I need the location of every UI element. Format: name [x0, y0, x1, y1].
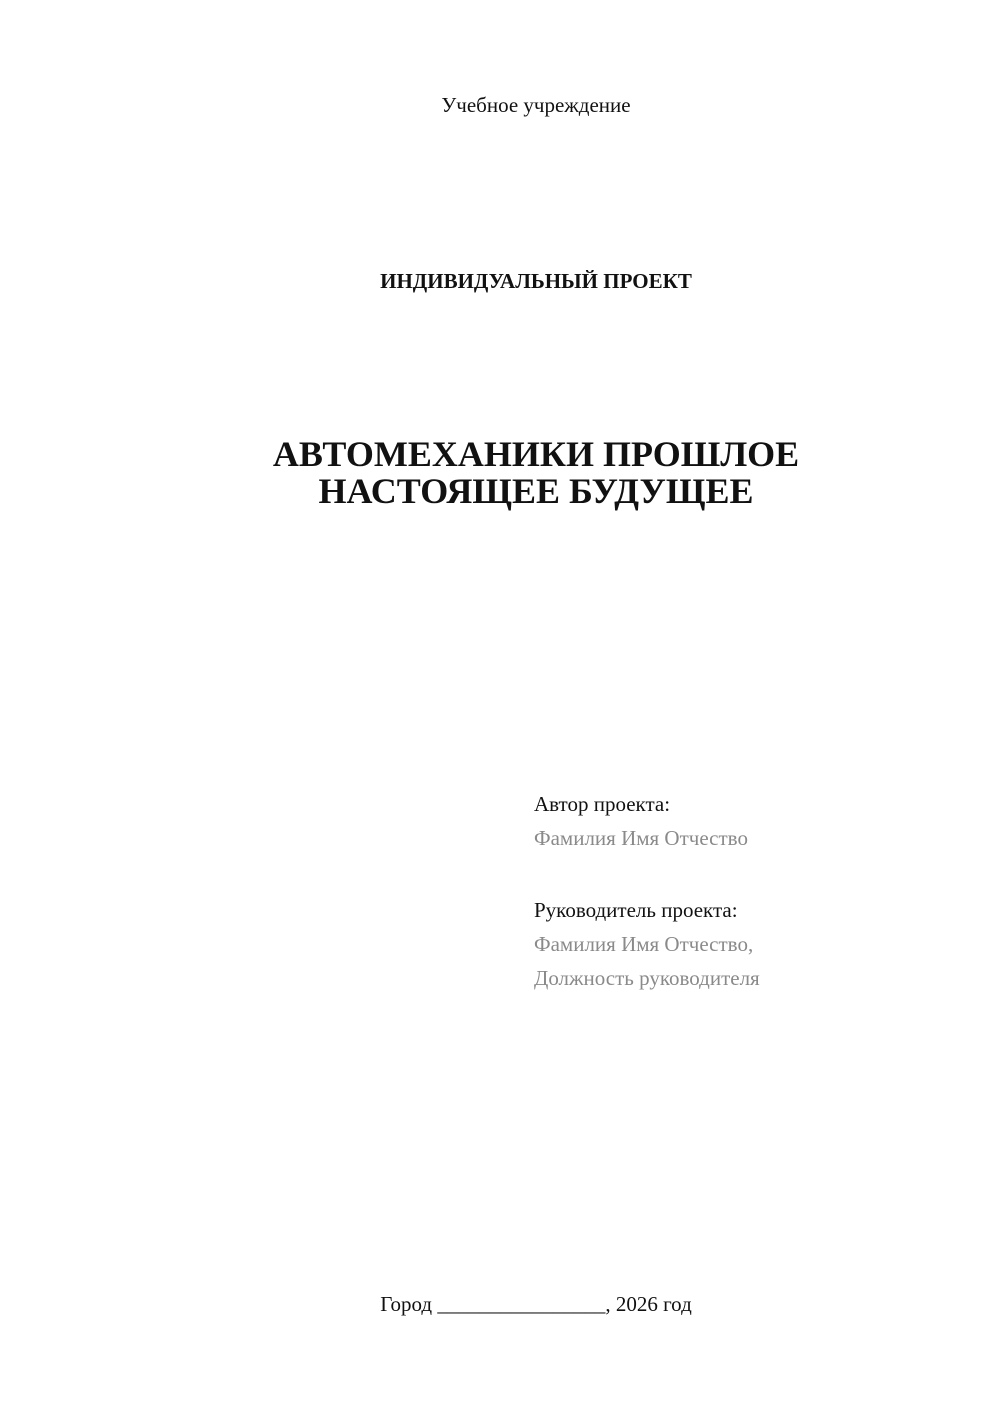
project-title — [0, 436, 1000, 510]
supervisor-block — [534, 893, 954, 995]
supervisor-name: Фамилия Имя Отчество, — [534, 932, 754, 956]
author-label: Автор проекта: — [534, 792, 671, 816]
author-block — [534, 787, 954, 855]
project-title-line-1: АВТОМЕХАНИКИ ПРОШЛОЕ — [272, 434, 800, 474]
project-title-line-2: НАСТОЯЩЕЕ БУДУЩЕЕ — [318, 471, 754, 511]
author-name: Фамилия Имя Отчество — [534, 826, 748, 850]
supervisor-label: Руководитель проекта: — [534, 898, 738, 922]
city-year-footer: Город ________________, 2026 год — [380, 1292, 692, 1316]
project-type-heading: ИНДИВИДУАЛЬНЫЙ ПРОЕКТ — [380, 269, 692, 293]
supervisor-position: Должность руководителя — [534, 966, 760, 990]
institution-name: Учебное учреждение — [441, 93, 631, 117]
